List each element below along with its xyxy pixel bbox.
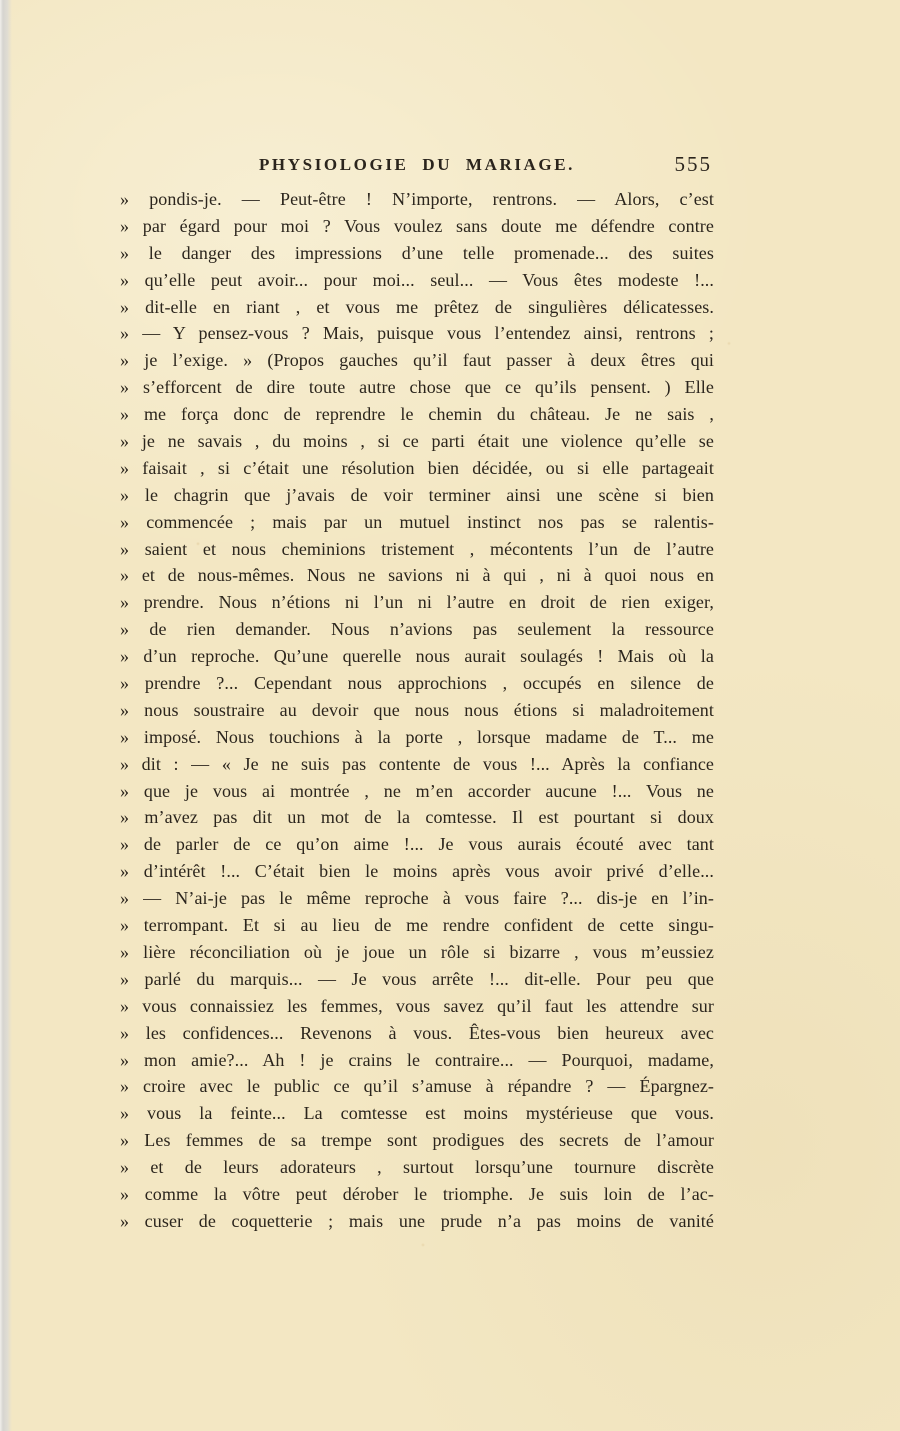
text-line: » Les femmes de sa trempe sont prodigues des secrets de l’amour	[120, 1130, 714, 1151]
text-line: » parlé du marquis... — Je vous arrête !... dit-elle. Pour peu que	[120, 968, 714, 989]
text-line: » je l’exige. » (Propos gauches qu’il faut passer à deux êtres qui	[120, 350, 714, 371]
text-line: » terrompant. Et si au lieu de me rendre confident de cette singu-	[120, 915, 714, 936]
text-line: » commencée ; mais par un mutuel instinct nos pas se ralentis-	[120, 511, 714, 532]
text-line: » — Y pensez-vous ? Mais, puisque vous l’entendez ainsi, rentrons ;	[120, 323, 714, 344]
text-line: » et de leurs adorateurs , surtout lorsqu’une tournure discrète	[120, 1157, 714, 1178]
text-line: » vous connaissiez les femmes, vous savez qu’il faut les attendre sur	[120, 995, 714, 1016]
running-header	[120, 152, 714, 181]
text-line: » mon amie?... Ah ! je crains le contraire... — Pourquoi, madame,	[120, 1049, 714, 1070]
text-line: » de rien demander. Nous n’avions pas seulement la ressource	[120, 619, 714, 640]
text-line: » m’avez pas dit un mot de la comtesse. Il est pourtant si doux	[120, 807, 714, 828]
text-line: » imposé. Nous touchions à la porte , lorsque madame de T... me	[120, 726, 714, 747]
page-edge	[0, 0, 12, 1431]
text-line: » de parler de ce qu’on aime !... Je vous aurais écouté avec tant	[120, 834, 714, 855]
body-text-block	[120, 186, 714, 1235]
text-line: » dit-elle en riant , et vous me prêtez de singulières délicatesses.	[120, 296, 714, 317]
text-line: » dit : — « Je ne suis pas contente de vous !... Après la confiance	[120, 753, 714, 774]
text-line: » saient et nous cheminions tristement , mécontents l’un de l’autre	[120, 538, 714, 559]
text-line: » vous la feinte... La comtesse est moins mystérieuse que vous.	[120, 1103, 714, 1124]
text-line: » prendre ?... Cependant nous approchions , occupés en silence de	[120, 673, 714, 694]
text-line: » cuser de coquetterie ; mais une prude n’a pas moins de vanité	[120, 1210, 714, 1231]
text-line: » me força donc de reprendre le chemin du château. Je ne sais ,	[120, 404, 714, 425]
text-line: » croire avec le public ce qu’il s’amuse à répandre ? — Épargnez-	[120, 1076, 714, 1097]
text-line: » faisait , si c’était une résolution bien décidée, ou si elle partageait	[120, 457, 714, 478]
text-line: » pondis-je. — Peut-être ! N’importe, rentrons. — Alors, c’est	[120, 189, 714, 209]
text-line: » le chagrin que j’avais de voir terminer ainsi une scène si bien	[120, 484, 714, 505]
page-number: 555	[674, 152, 712, 176]
text-line: » d’intérêt !... C’était bien le moins après vous avoir privé d’elle...	[120, 861, 714, 882]
text-line: » comme la vôtre peut dérober le triomphe. Je suis loin de l’ac-	[120, 1183, 714, 1204]
text-line: » d’un reproche. Qu’une querelle nous aurait soulagés ! Mais où la	[120, 646, 714, 667]
text-line: » par égard pour moi ? Vous voulez sans doute me défendre contre	[120, 215, 714, 236]
text-line: » — N’ai-je pas le même reproche à vous faire ?... dis-je en l’in-	[120, 888, 714, 909]
text-line: » lière réconciliation où je joue un rôle si bizarre , vous m’eussiez	[120, 941, 714, 962]
text-line: » qu’elle peut avoir... pour moi... seul... — Vous êtes modeste !...	[120, 269, 714, 290]
text-line: » s’efforcent de dire toute autre chose que ce qu’ils pensent. ) Elle	[120, 377, 714, 398]
text-line: » nous soustraire au devoir que nous nous étions si maladroitement	[120, 699, 714, 720]
text-line: » le danger des impressions d’une telle promenade... des suites	[120, 242, 714, 263]
text-line: » prendre. Nous n’étions ni l’un ni l’autre en droit de rien exiger,	[120, 592, 714, 613]
text-line: » et de nous-mêmes. Nous ne savions ni à qui , ni à quoi nous en	[120, 565, 714, 586]
running-header-title: PHYSIOLOGIE DU MARIAGE.	[258, 155, 576, 174]
text-line: » je ne savais , du moins , si ce parti était une violence qu’elle se	[120, 431, 714, 452]
text-line: » les confidences... Revenons à vous. Êtes-vous bien heureux avec	[120, 1022, 714, 1043]
text-line: » que je vous ai montrée , ne m’en accorder aucune !... Vous ne	[120, 780, 714, 801]
